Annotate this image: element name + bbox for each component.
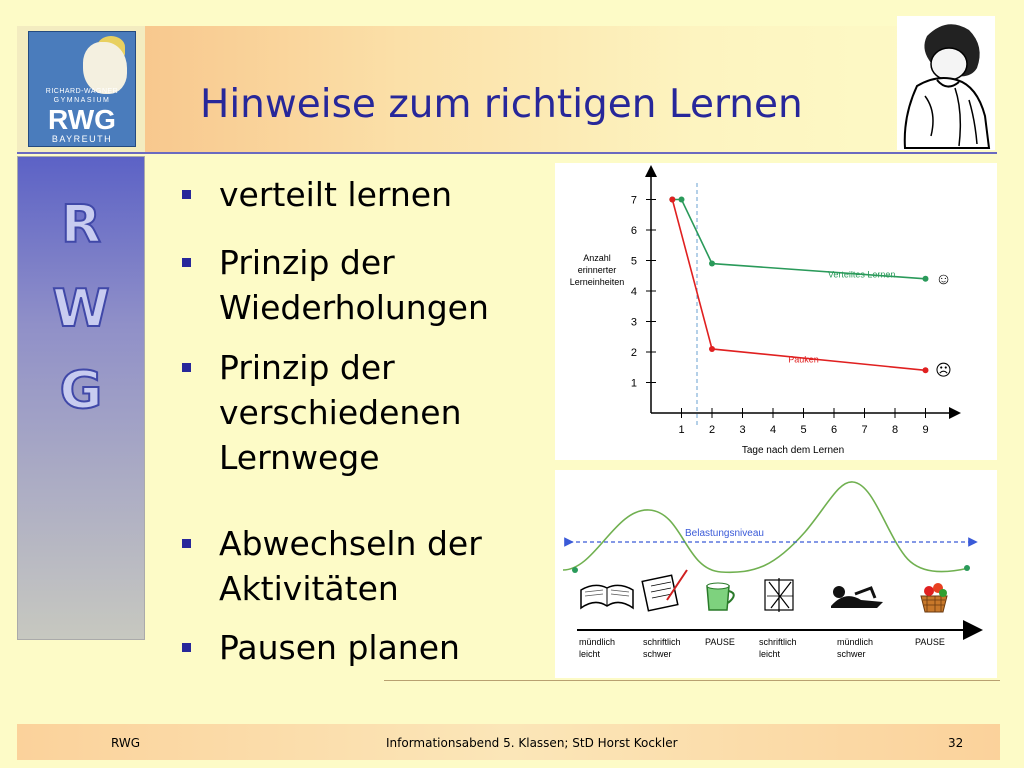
series-point xyxy=(679,197,685,203)
reading-person-icon xyxy=(831,586,883,608)
bullet-text: Prinzip der Wiederholungen xyxy=(219,243,489,327)
wave-start-point xyxy=(572,567,578,573)
series-point xyxy=(709,261,715,267)
y-tick-label: 2 xyxy=(630,347,637,359)
portrait-illustration xyxy=(897,16,995,150)
workload-svg xyxy=(555,470,997,678)
sidebar-letter-g: G xyxy=(59,361,103,421)
workload-chart xyxy=(555,470,997,678)
segment-label: PAUSE xyxy=(915,637,945,647)
series-point xyxy=(669,197,675,203)
logo-city: BAYREUTH xyxy=(51,134,113,144)
bullet-text: Prinzip der verschiedenen Lernwege xyxy=(219,348,462,477)
x-tick-label: 6 xyxy=(830,424,838,436)
footer-left: RWG xyxy=(111,736,141,750)
sidebar-letter-r: R xyxy=(60,195,102,255)
series-label: Verteiltes Lernen xyxy=(827,269,896,280)
series-point xyxy=(923,276,929,282)
book-icon xyxy=(581,585,633,608)
bottom-rule xyxy=(384,680,1000,681)
segment-sublabel: leicht xyxy=(759,649,781,659)
segment-label: schriftlich xyxy=(759,637,797,647)
workload-wave xyxy=(563,482,969,572)
wave-end-point xyxy=(964,565,970,571)
y-tick-label: 6 xyxy=(630,225,637,237)
bullet-text: Pausen planen xyxy=(219,628,460,667)
logo-abbr: RWG xyxy=(48,104,116,135)
series-line xyxy=(672,200,925,371)
series-point xyxy=(923,367,929,373)
x-tick-label: 8 xyxy=(891,424,899,436)
series-label: Pauken xyxy=(788,354,819,365)
bullet-marker xyxy=(182,258,191,267)
segment-label: PAUSE xyxy=(705,637,735,647)
segment-label: mündlich xyxy=(837,637,874,647)
bullet-text: verteilt lernen xyxy=(219,175,452,214)
y-axis-label-line: Lerneinheiten xyxy=(569,277,625,287)
bullet-marker xyxy=(182,363,191,372)
footer-center: Informationsabend 5. Klassen; StD Horst Kockler xyxy=(386,736,678,750)
footer-page-number: 32 xyxy=(948,736,964,750)
y-tick-label: 1 xyxy=(630,377,637,390)
x-tick-label: 7 xyxy=(861,424,868,436)
belastung-label: Belastungsniveau xyxy=(685,528,764,539)
header-rule xyxy=(17,152,997,154)
forgetting-curve-svg xyxy=(555,163,997,460)
x-tick-label: 4 xyxy=(769,424,777,436)
logo-line2: GYMNASIUM xyxy=(53,97,111,104)
y-tick-label: 7 xyxy=(630,194,637,207)
logo-line1: RICHARD-WAGNER xyxy=(45,88,119,95)
x-tick-label: 9 xyxy=(922,424,929,436)
mood-icon: ☺ xyxy=(935,270,952,288)
x-tick-label: 5 xyxy=(800,424,807,436)
slide-title: Hinweise zum richtigen Lernen xyxy=(200,82,803,127)
bullet-marker xyxy=(182,643,191,652)
y-tick-label: 4 xyxy=(630,286,637,298)
sidebar-rwg xyxy=(17,156,145,640)
x-tick-label: 3 xyxy=(739,424,746,436)
series-line xyxy=(672,200,925,279)
y-axis-label-line: Anzahl xyxy=(583,253,611,263)
school-logo xyxy=(28,31,136,147)
y-axis-label-line: erinnerter xyxy=(577,265,617,275)
x-axis-label: Tage nach dem Lernen xyxy=(741,445,845,456)
x-tick-label: 2 xyxy=(708,424,716,436)
mug-icon xyxy=(707,583,734,610)
segment-sublabel: leicht xyxy=(579,649,601,659)
series-point xyxy=(709,346,715,352)
y-tick-label: 3 xyxy=(630,316,637,329)
bullet-marker xyxy=(182,190,191,199)
mood-icon: ☹ xyxy=(935,362,952,380)
segment-label: mündlich xyxy=(579,637,616,647)
footer xyxy=(17,724,1000,760)
geometry-icon xyxy=(765,578,793,612)
bullet-marker xyxy=(182,539,191,548)
writing-icon xyxy=(642,570,687,611)
bullet-text: Abwechseln der Aktivitäten xyxy=(219,524,482,608)
segment-sublabel: schwer xyxy=(837,649,866,659)
fruit-basket-icon xyxy=(921,583,947,612)
y-tick-label: 5 xyxy=(630,255,637,268)
segment-sublabel: schwer xyxy=(643,649,672,659)
sidebar-letter-w: W xyxy=(52,279,110,339)
forgetting-curve-chart xyxy=(555,163,997,460)
x-tick-label: 1 xyxy=(678,424,685,436)
segment-label: schriftlich xyxy=(643,637,681,647)
